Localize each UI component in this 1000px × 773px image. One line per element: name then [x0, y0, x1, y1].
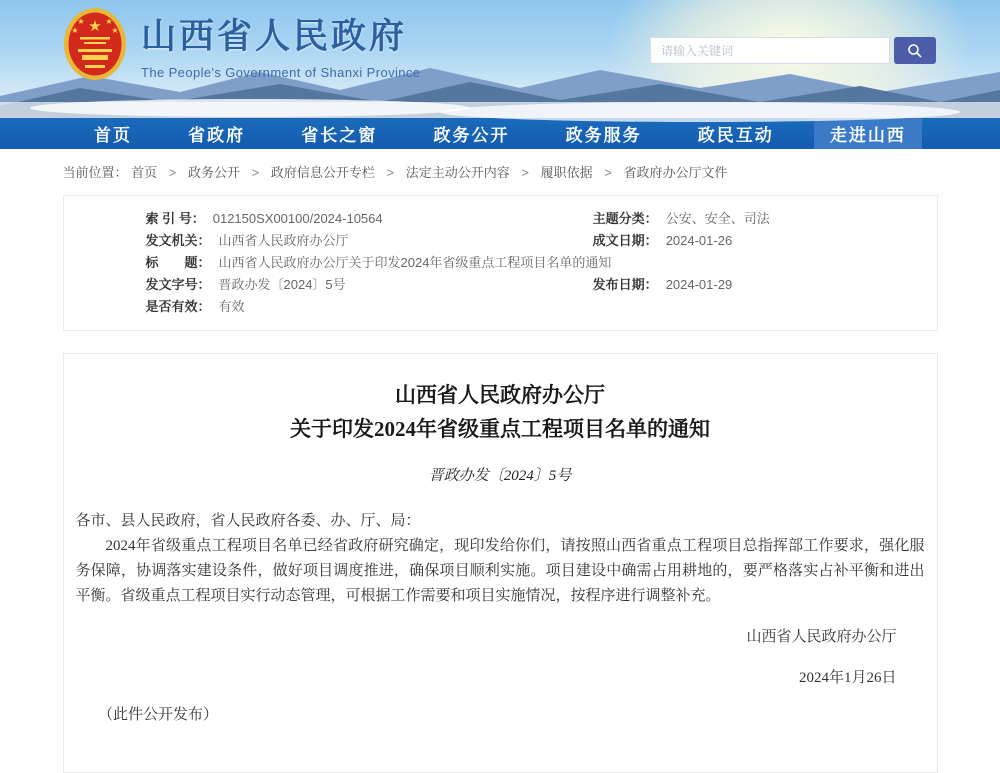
- breadcrumb-separator: >: [521, 165, 529, 180]
- nav-item-government-services[interactable]: 政务服务: [565, 126, 642, 145]
- nav-item-public-interaction[interactable]: 政民互动: [697, 126, 774, 145]
- meta-index-number: 索 引 号： 012150SX00100/2024-10564: [145, 211, 383, 226]
- breadcrumb: [63, 149, 938, 193]
- breadcrumb-prefix: 当前位置：: [62, 165, 128, 180]
- nav-item-governor-window[interactable]: 省长之窗: [301, 126, 378, 145]
- breadcrumb-current: 省政府办公厅文件: [623, 165, 728, 180]
- breadcrumb-separator: >: [251, 165, 260, 180]
- breadcrumb-home[interactable]: 首页: [131, 165, 158, 180]
- nav-item-government-affairs[interactable]: 政务公开: [433, 126, 510, 145]
- document-salutation: 各市、县人民政府，省人民政府各委、办、厅、局：: [75, 513, 421, 529]
- svg-text:★: ★: [105, 17, 113, 26]
- document-signature: 山西省人民政府办公厅: [746, 629, 897, 645]
- site-subtitle: The People's Government of Shanxi Province: [141, 64, 421, 80]
- meta-doc-number: 发文字号： 晋政办发〔2024〕5号: [145, 277, 346, 292]
- document-number: 晋政办发〔2024〕5号: [428, 468, 572, 484]
- document-meta-box: [63, 195, 938, 331]
- svg-text:★: ★: [77, 17, 85, 26]
- breadcrumb-duty-basis[interactable]: 履职依据: [540, 165, 593, 180]
- main-nav: [0, 118, 1000, 149]
- site-brand[interactable]: [63, 7, 420, 81]
- meta-publish-date: 发布日期： 2024-01-29: [592, 277, 733, 292]
- document-footnote: （此件公开发布）: [98, 707, 219, 723]
- meta-topic-category: 主题分类： 公安、安全、司法: [592, 211, 770, 226]
- svg-text:★: ★: [71, 26, 79, 35]
- meta-empty-cell: [593, 296, 917, 318]
- search-icon: [907, 43, 923, 59]
- search-bar: [650, 37, 936, 64]
- breadcrumb-statutory-content[interactable]: 法定主动公开内容: [405, 165, 510, 180]
- document-content-box: [63, 353, 938, 773]
- nav-item-provincial-government[interactable]: 省政府: [188, 126, 246, 145]
- meta-written-date: 成文日期： 2024-01-26: [592, 233, 733, 248]
- breadcrumb-info-column[interactable]: 政府信息公开专栏: [270, 165, 375, 180]
- meta-empty-cell: [593, 252, 917, 274]
- document-title-line1: 山西省人民政府办公厅: [395, 383, 605, 407]
- nav-item-into-shanxi[interactable]: 走进山西: [814, 118, 922, 149]
- search-input[interactable]: [650, 37, 890, 64]
- document-date: 2024年1月26日: [798, 670, 897, 686]
- search-button[interactable]: [894, 37, 936, 64]
- breadcrumb-gov-affairs[interactable]: 政务公开: [188, 165, 241, 180]
- header-banner: [0, 0, 1000, 118]
- breadcrumb-separator: >: [168, 165, 177, 180]
- breadcrumb-separator: >: [386, 165, 395, 180]
- site-title: 山西省人民政府: [141, 16, 408, 56]
- nav-item-home[interactable]: 首页: [94, 126, 132, 145]
- meta-title: 标 题： 山西省人民政府办公厅关于印发2024年省级重点工程项目名单的通知: [145, 255, 612, 270]
- national-emblem-icon: [63, 7, 127, 81]
- breadcrumb-separator: >: [604, 165, 612, 180]
- svg-text:★: ★: [88, 18, 102, 35]
- svg-text:★: ★: [111, 26, 119, 35]
- meta-validity: 是否有效： 有效: [145, 299, 245, 314]
- meta-issuing-agency: 发文机关： 山西省人民政府办公厅: [145, 233, 349, 248]
- document-body-paragraph: 2024年省级重点工程项目名单已经省政府研究确定，现印发给你们，请按照山西省重点工程项目总指挥部工作要求，强化服务保障，协调落实建设条件，做好项目调度推进，确保项目顺利实施。项目建设中确需占用耕地的，要严格落实占补平衡和进出平衡。省级重点工程项目实行动态管理，可根据工作需要和项目实施情况，按程序进行调整补充。: [75, 538, 925, 604]
- document-title-line2: 关于印发2024年省级重点工程项目名单的通知: [290, 417, 710, 441]
